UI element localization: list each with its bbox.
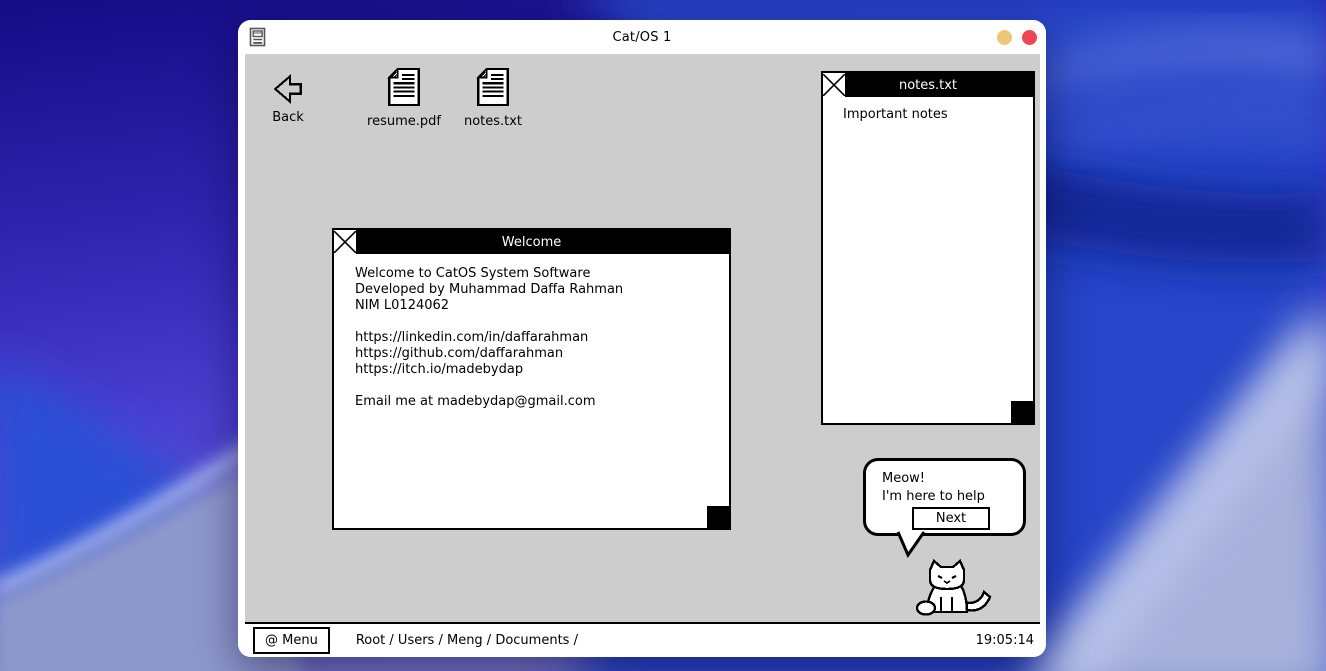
welcome-line: Developed by Muhammad Daffa Rahman: [355, 282, 624, 297]
welcome-line: Welcome to CatOS System Software: [355, 266, 591, 281]
welcome-line: [355, 378, 717, 394]
welcome-line-link: https://itch.io/madebydap: [355, 362, 524, 377]
close-box[interactable]: [334, 230, 358, 254]
window-titlebar: [238, 20, 1046, 54]
welcome-line: NIM L0124062: [355, 298, 450, 313]
pixel-cat-icon: [913, 559, 995, 617]
catos-window: [238, 20, 1046, 657]
close-x-icon: [823, 74, 845, 96]
file-icon-resume[interactable]: [361, 68, 447, 129]
welcome-body: [334, 254, 729, 410]
close-x-icon: [334, 231, 356, 253]
notes-body: Important notes: [843, 107, 948, 122]
welcome-window: [332, 228, 731, 530]
welcome-title: Welcome: [501, 234, 562, 250]
status-bar: [238, 624, 1046, 657]
document-icon: [386, 68, 422, 108]
welcome-line-link: https://github.com/daffarahman: [355, 346, 564, 361]
minimize-button[interactable]: [997, 30, 1012, 45]
file-icon-notes[interactable]: [450, 68, 536, 129]
resize-handle[interactable]: [707, 506, 729, 528]
breadcrumb-path: Root / Users / Meng / Documents /: [355, 633, 578, 648]
window-title: Cat/OS 1: [612, 29, 672, 45]
clock: 19:05:14: [975, 633, 1034, 648]
menu-button[interactable]: @ Menu: [253, 627, 330, 654]
file-label: resume.pdf: [367, 114, 441, 129]
assistant-line-2: I'm here to help: [882, 489, 985, 504]
back-label: Back: [272, 110, 304, 125]
welcome-titlebar[interactable]: [334, 230, 729, 254]
close-box[interactable]: [823, 73, 847, 97]
back-arrow-icon: [272, 74, 304, 104]
desktop-area: [245, 54, 1040, 624]
notes-titlebar[interactable]: [823, 73, 1033, 97]
file-label: notes.txt: [463, 114, 523, 129]
notes-window: [821, 71, 1035, 425]
assistant-speech-bubble: [863, 458, 1026, 536]
document-icon: [475, 68, 511, 108]
speech-bubble-tail: [890, 530, 930, 558]
resize-handle[interactable]: [1011, 401, 1033, 423]
assistant-line-1: Meow!: [882, 471, 926, 486]
notes-title: notes.txt: [898, 77, 958, 93]
welcome-line: Email me at madebydap@gmail.com: [355, 394, 596, 409]
welcome-line: [355, 314, 717, 330]
welcome-line-link: https://linkedin.com/in/daffarahman: [355, 330, 589, 345]
computer-icon: [249, 27, 267, 47]
back-button[interactable]: [245, 74, 331, 125]
next-button[interactable]: Next: [912, 507, 990, 530]
close-button[interactable]: [1022, 30, 1037, 45]
